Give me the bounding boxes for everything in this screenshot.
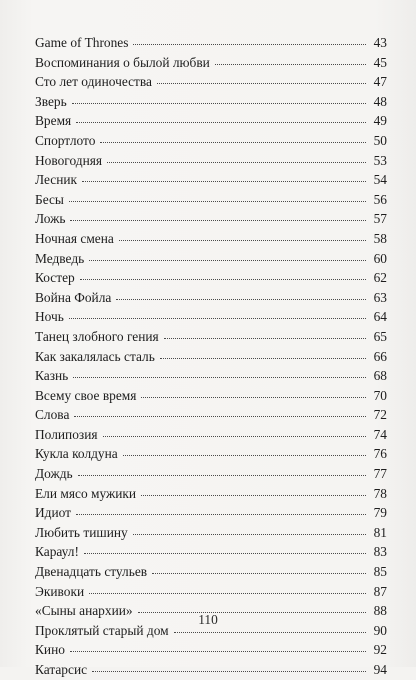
toc-entry-title: Зверь (35, 93, 67, 109)
toc-entry (35, 151, 387, 171)
dot-leader (70, 219, 366, 221)
toc-entry (35, 170, 387, 190)
toc-entry-title: Время (35, 113, 72, 129)
toc-entry-page: 57 (373, 211, 387, 227)
toc-entry (35, 190, 387, 210)
toc-entry-page: 63 (373, 289, 387, 305)
toc-entry-title: Лесник (35, 172, 78, 188)
toc-entry-title: Проклятый старый дом (35, 622, 169, 638)
dot-leader (76, 121, 366, 123)
dot-leader (160, 357, 366, 359)
toc-entry-page: 53 (373, 152, 387, 168)
dot-leader (116, 298, 366, 300)
dot-leader (164, 337, 366, 339)
toc-entry-title: Костер (35, 270, 75, 286)
dot-leader (119, 239, 366, 241)
dot-leader (82, 180, 366, 182)
dot-leader (76, 513, 366, 515)
toc-entry (35, 484, 387, 504)
toc-entry-page: 83 (373, 544, 387, 560)
dot-leader (174, 631, 366, 633)
toc-entry-title: Новогодняя (35, 152, 103, 168)
dot-leader (69, 200, 366, 202)
toc-entry-title: Караул! (35, 544, 79, 560)
toc-entry (35, 640, 387, 660)
toc-entry-title: Любить тишину (35, 524, 128, 540)
toc-entry-page: 70 (373, 387, 387, 403)
toc-entry (35, 523, 387, 543)
toc-entry-page: 90 (373, 622, 387, 638)
toc-entry-page: 50 (373, 132, 387, 148)
toc-entry-title: Экивоки (35, 583, 85, 599)
page-number: 110 (198, 612, 218, 627)
toc-entry (35, 92, 387, 112)
dot-leader (70, 650, 366, 652)
toc-entry (35, 72, 387, 92)
toc-entry (35, 288, 387, 308)
toc-entry-title: Как закалялась сталь (35, 348, 155, 364)
toc-entry-page: 94 (373, 662, 387, 677)
toc-entry-title: Война Фойла (35, 289, 112, 305)
toc-entry-title: Дождь (35, 466, 73, 482)
dot-leader (123, 454, 366, 456)
toc-entry-page: 66 (373, 348, 387, 364)
toc-entry-page: 81 (373, 524, 387, 540)
toc-entry-title: Кукла колдуна (35, 446, 118, 462)
dot-leader (100, 141, 366, 143)
toc-entry (35, 249, 387, 269)
toc-entry-page: 78 (373, 485, 387, 501)
toc-entry-title: «Сыны анархии» (35, 603, 133, 619)
toc-entry-page: 74 (373, 426, 387, 442)
toc-entry-title: Слова (35, 407, 70, 423)
dot-leader (141, 494, 366, 496)
toc-entry (35, 425, 387, 445)
toc-entry-page: 77 (373, 466, 387, 482)
dot-leader (89, 592, 366, 594)
dot-leader (72, 102, 366, 104)
table-of-contents (35, 33, 387, 680)
toc-entry-page: 72 (373, 407, 387, 423)
toc-entry (35, 33, 387, 53)
toc-entry-page: 64 (373, 309, 387, 325)
toc-entry-page: 49 (373, 113, 387, 129)
toc-entry-title: Воспоминания о былой любви (35, 54, 210, 70)
toc-entry-title: Танец злобного гения (35, 328, 159, 344)
toc-entry-page: 54 (373, 172, 387, 188)
toc-entry-title: Ночь (35, 309, 64, 325)
toc-entry-page: 43 (373, 35, 387, 50)
dot-leader (215, 63, 366, 65)
toc-entry-title: Ночная смена (35, 230, 114, 246)
toc-entry-page: 85 (373, 564, 387, 580)
toc-entry-title: Идиот (35, 505, 72, 521)
dot-leader (74, 415, 366, 417)
dot-leader (103, 435, 366, 437)
toc-entry (35, 405, 387, 425)
toc-entry-page: 88 (373, 603, 387, 619)
dot-leader (107, 161, 366, 163)
toc-entry-title: Медведь (35, 250, 85, 266)
toc-entry (35, 53, 387, 73)
toc-entry (35, 307, 387, 327)
dot-leader (141, 396, 366, 398)
toc-entry-title: Катарсис (35, 662, 88, 677)
toc-entry-title: Полипозия (35, 426, 98, 442)
toc-entry (35, 464, 387, 484)
toc-entry (35, 366, 387, 386)
toc-entry (35, 386, 387, 406)
toc-entry-title: Казнь (35, 368, 69, 384)
toc-entry-page: 62 (373, 270, 387, 286)
dot-leader (157, 82, 366, 84)
toc-entry-page: 92 (373, 642, 387, 658)
toc-entry (35, 582, 387, 602)
dot-leader (133, 43, 366, 45)
toc-entry-title: Кино (35, 642, 65, 658)
toc-entry (35, 209, 387, 229)
toc-entry-page: 68 (373, 368, 387, 384)
dot-leader (73, 376, 366, 378)
toc-entry (35, 503, 387, 523)
dot-leader (133, 533, 366, 535)
dot-leader (152, 572, 366, 574)
toc-entry-page: 60 (373, 250, 387, 266)
toc-entry-page: 65 (373, 328, 387, 344)
toc-entry (35, 660, 387, 680)
toc-entry (35, 131, 387, 151)
toc-entry-title: Бесы (35, 191, 64, 207)
toc-entry-page: 58 (373, 230, 387, 246)
dot-leader (84, 552, 366, 554)
toc-entry (35, 268, 387, 288)
toc-entry-page: 48 (373, 93, 387, 109)
toc-entry-title: Ложь (35, 211, 66, 227)
toc-entry-title: Спортлото (35, 132, 96, 148)
toc-entry-page: 79 (373, 505, 387, 521)
toc-entry (35, 229, 387, 249)
dot-leader (69, 317, 366, 319)
toc-entry-title: Сто лет одиночества (35, 74, 152, 90)
toc-entry-title: Двенадцать стульев (35, 564, 148, 580)
toc-entry (35, 542, 387, 562)
toc-entry (35, 562, 387, 582)
dot-leader (80, 278, 366, 280)
dot-leader (92, 670, 366, 672)
toc-entry-title: Game of Thrones (35, 35, 129, 50)
dot-leader (78, 474, 366, 476)
toc-entry-page: 76 (373, 446, 387, 462)
toc-entry-page: 47 (373, 74, 387, 90)
dot-leader (89, 259, 366, 261)
toc-entry (35, 444, 387, 464)
toc-entry-page: 45 (373, 54, 387, 70)
toc-entry (35, 347, 387, 367)
toc-entry-page: 87 (373, 583, 387, 599)
toc-entry-title: Ели мясо мужики (35, 485, 137, 501)
toc-entry (35, 111, 387, 131)
toc-entry-title: Всему свое время (35, 387, 137, 403)
toc-entry-page: 56 (373, 191, 387, 207)
toc-entry (35, 327, 387, 347)
